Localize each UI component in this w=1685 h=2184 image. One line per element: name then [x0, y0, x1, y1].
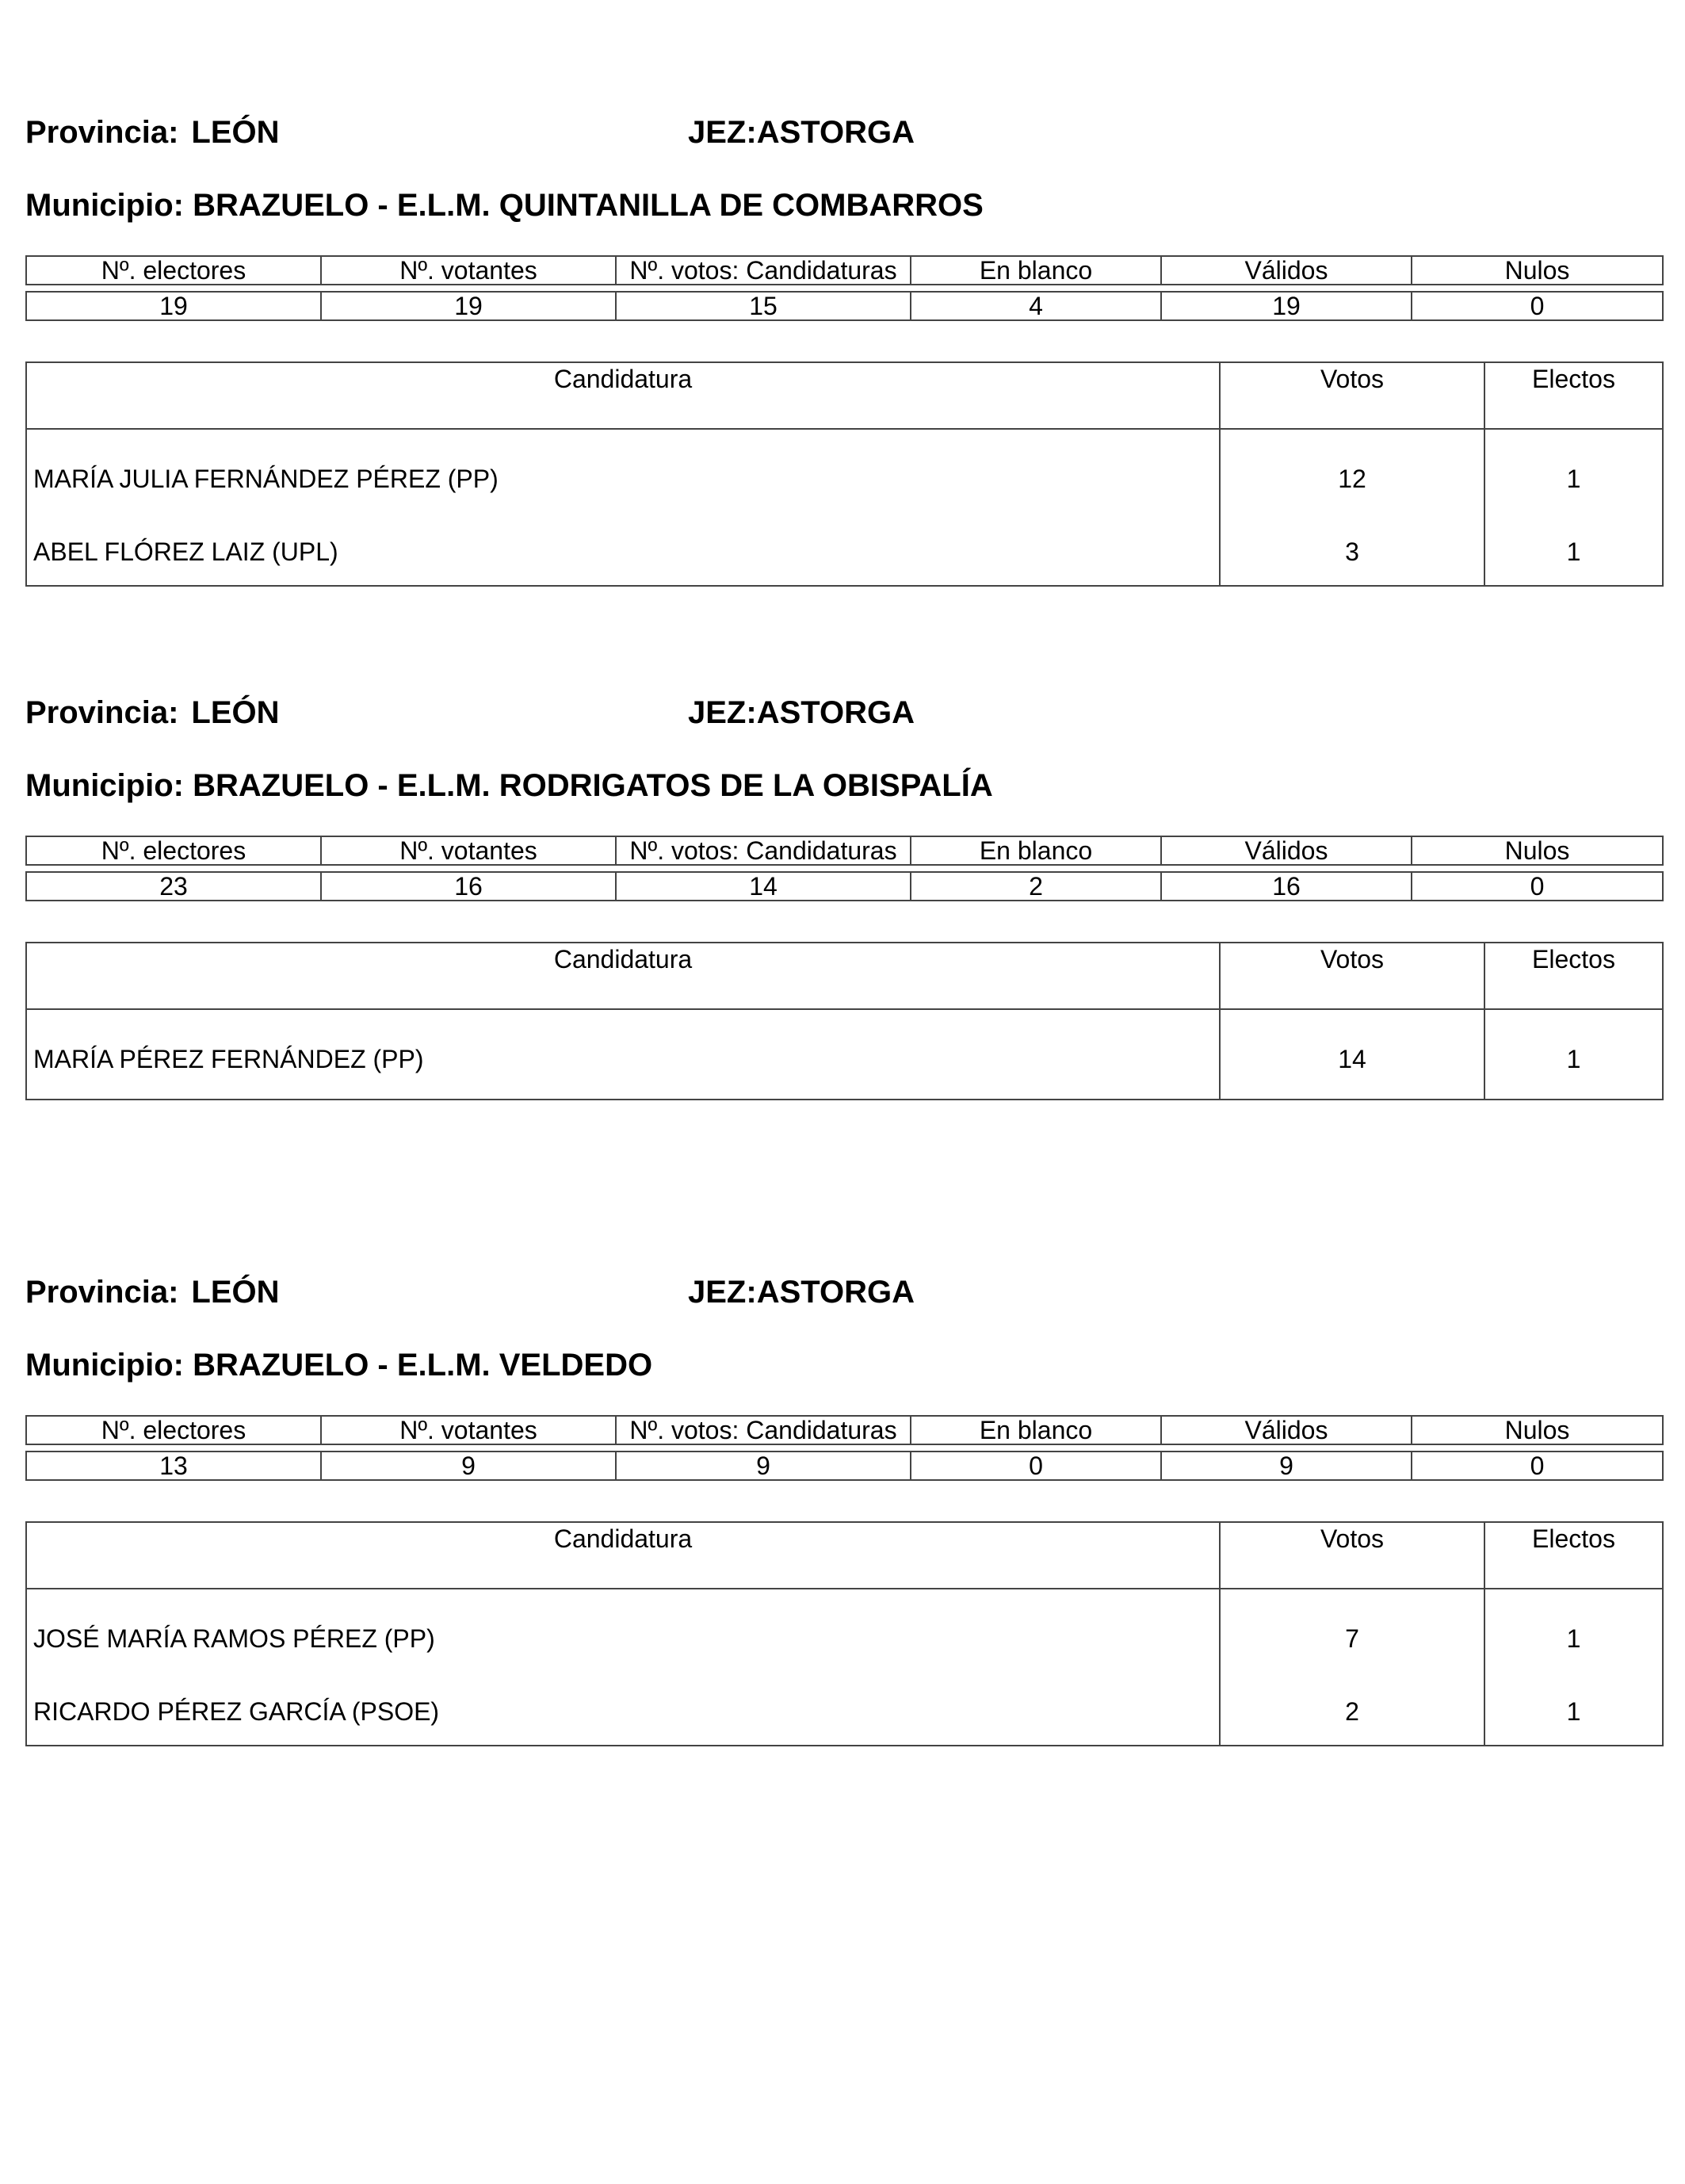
provincia-value: LEÓN	[191, 695, 280, 730]
col-votantes: Nº. votantes	[321, 256, 616, 285]
value-electores: 19	[26, 292, 321, 320]
col-votos-candidaturas: Nº. votos: Candidaturas	[616, 836, 911, 865]
value-electores: 13	[26, 1452, 321, 1480]
candidate-votos: 12	[1220, 429, 1484, 518]
col-electos: Electos	[1484, 362, 1663, 429]
jez-line	[688, 113, 915, 152]
value-validos: 16	[1161, 872, 1412, 901]
municipio-label: Municipio:	[25, 768, 184, 803]
candidate-electos: 1	[1566, 1696, 1581, 1726]
col-candidatura: Candidatura	[26, 1522, 1220, 1589]
col-validos: Válidos	[1161, 1416, 1412, 1444]
value-votos-candidaturas: 9	[616, 1452, 911, 1480]
stats-table	[25, 255, 1664, 321]
candidate-votos: 14	[1220, 1009, 1484, 1100]
col-nulos: Nulos	[1412, 256, 1663, 285]
municipio-value: BRAZUELO - E.L.M. RODRIGATOS DE LA OBISPALÍA	[193, 768, 993, 803]
stats-value-row	[26, 1452, 1663, 1480]
table-row	[26, 1009, 1663, 1100]
jez-label: JEZ:	[688, 115, 757, 150]
candidates-table	[25, 942, 1664, 1100]
value-nulos: 0	[1412, 872, 1663, 901]
col-votantes: Nº. votantes	[321, 1416, 616, 1444]
provincia-value: LEÓN	[191, 1275, 280, 1310]
value-votantes: 16	[321, 872, 616, 901]
col-electos: Electos	[1484, 1522, 1663, 1589]
candidate-votos: 2	[1220, 1678, 1484, 1746]
candidate-votos: 7	[1220, 1589, 1484, 1678]
jez-line	[688, 693, 915, 732]
candidate-name: RICARDO PÉREZ GARCÍA (PSOE)	[26, 1678, 1220, 1746]
candidate-electos: 1	[1566, 1624, 1581, 1653]
municipio-value: BRAZUELO - E.L.M. VELDEDO	[193, 1348, 653, 1383]
table-row	[26, 1678, 1663, 1746]
col-electores: Nº. electores	[26, 836, 321, 865]
municipio-label: Municipio:	[25, 1348, 184, 1383]
value-en-blanco: 0	[911, 1452, 1161, 1480]
candidates-header-row	[26, 1522, 1663, 1589]
jez-value: ASTORGA	[756, 1275, 915, 1310]
candidate-votos: 3	[1220, 518, 1484, 586]
candidate-name: MARÍA JULIA FERNÁNDEZ PÉREZ (PP)	[26, 429, 1220, 518]
value-votos-candidaturas: 15	[616, 292, 911, 320]
value-en-blanco: 4	[911, 292, 1161, 320]
col-en-blanco: En blanco	[911, 836, 1161, 865]
jez-value: ASTORGA	[756, 115, 915, 150]
col-votos: Votos	[1220, 943, 1484, 1009]
value-electores: 23	[26, 872, 321, 901]
col-votos-candidaturas: Nº. votos: Candidaturas	[616, 1416, 911, 1444]
jez-label: JEZ:	[688, 695, 757, 730]
col-votos-candidaturas: Nº. votos: Candidaturas	[616, 256, 911, 285]
value-en-blanco: 2	[911, 872, 1161, 901]
stats-header-row	[26, 256, 1663, 285]
jez-line	[688, 1272, 915, 1312]
value-nulos: 0	[1412, 292, 1663, 320]
municipio-label: Municipio:	[25, 188, 184, 223]
col-validos: Válidos	[1161, 256, 1412, 285]
value-nulos: 0	[1412, 1452, 1663, 1480]
col-electores: Nº. electores	[26, 256, 321, 285]
table-row	[26, 429, 1663, 518]
col-candidatura: Candidatura	[26, 943, 1220, 1009]
provincia-value: LEÓN	[191, 115, 280, 150]
col-en-blanco: En blanco	[911, 1416, 1161, 1444]
candidates-header-row	[26, 362, 1663, 429]
jez-value: ASTORGA	[756, 695, 915, 730]
col-electos: Electos	[1484, 943, 1663, 1009]
provincia-line	[25, 693, 280, 732]
value-votantes: 19	[321, 292, 616, 320]
municipio-line	[25, 1345, 652, 1385]
jez-label: JEZ:	[688, 1275, 757, 1310]
stats-header-row	[26, 836, 1663, 865]
provincia-line	[25, 113, 280, 152]
candidate-name: ABEL FLÓREZ LAIZ (UPL)	[26, 518, 1220, 586]
value-validos: 9	[1161, 1452, 1412, 1480]
col-nulos: Nulos	[1412, 836, 1663, 865]
candidate-electos: 1	[1566, 464, 1581, 493]
col-nulos: Nulos	[1412, 1416, 1663, 1444]
value-validos: 19	[1161, 292, 1412, 320]
value-votos-candidaturas: 14	[616, 872, 911, 901]
stats-table	[25, 836, 1664, 901]
stats-header-row	[26, 1416, 1663, 1444]
col-votos: Votos	[1220, 362, 1484, 429]
candidates-table	[25, 361, 1664, 587]
stats-value-row	[26, 872, 1663, 901]
candidate-electos: 1	[1566, 537, 1581, 566]
stats-table	[25, 1415, 1664, 1481]
col-votantes: Nº. votantes	[321, 836, 616, 865]
candidates-header-row	[26, 943, 1663, 1009]
candidates-table	[25, 1521, 1664, 1746]
col-electores: Nº. electores	[26, 1416, 321, 1444]
provincia-label: Provincia:	[25, 695, 179, 730]
municipio-line	[25, 766, 993, 805]
stats-value-row	[26, 292, 1663, 320]
col-votos: Votos	[1220, 1522, 1484, 1589]
provincia-label: Provincia:	[25, 115, 179, 150]
table-row	[26, 518, 1663, 586]
col-validos: Válidos	[1161, 836, 1412, 865]
provincia-line	[25, 1272, 280, 1312]
candidate-name: JOSÉ MARÍA RAMOS PÉREZ (PP)	[26, 1589, 1220, 1678]
value-votantes: 9	[321, 1452, 616, 1480]
provincia-label: Provincia:	[25, 1275, 179, 1310]
col-candidatura: Candidatura	[26, 362, 1220, 429]
candidate-electos: 1	[1566, 1044, 1581, 1073]
table-row	[26, 1589, 1663, 1678]
municipio-value: BRAZUELO - E.L.M. QUINTANILLA DE COMBARROS	[193, 188, 984, 223]
col-en-blanco: En blanco	[911, 256, 1161, 285]
candidate-name: MARÍA PÉREZ FERNÁNDEZ (PP)	[26, 1009, 1220, 1100]
municipio-line	[25, 186, 984, 225]
